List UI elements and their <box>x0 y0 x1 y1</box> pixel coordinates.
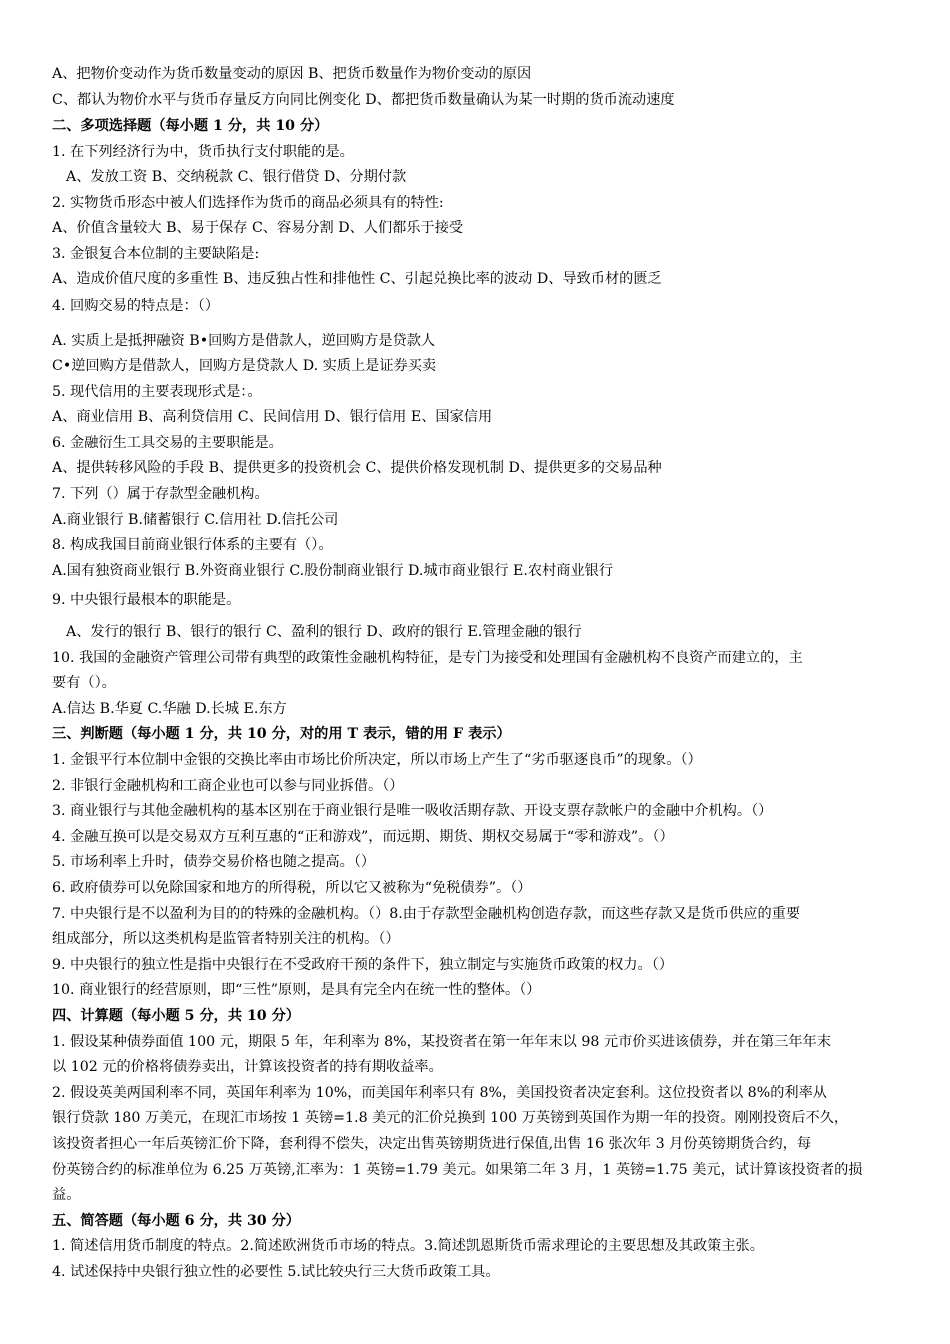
question-line: 8. 构成我国目前商业银行体系的主要有（）。 <box>52 537 333 553</box>
question-line-cont: 份英镑合约的标准单位为 6.25 万英镑,汇率为：1 英镑=1.79 美元。如果第二年 3 月，1 英镑=1.75 美元，试计算该投资者的损 <box>52 1162 863 1178</box>
q-option-line: A、提供转移风险的手段 B、提供更多的投资机会 C、提供价格发现机制 D、提供更多的交易品种 <box>52 460 662 476</box>
q-option-line: A、商业信用 B、高利贷信用 C、民间信用 D、银行信用 E、国家信用 <box>52 409 493 425</box>
section-heading-calculation: 四、计算题（每小题 5 分，共 10 分） <box>52 1008 300 1024</box>
question-line: 3. 金银复合本位制的主要缺陷是: <box>52 246 260 262</box>
question-line: 9. 中央银行最根本的职能是。 <box>52 592 241 608</box>
question-line: 3. 商业银行与其他金融机构的基本区别在于商业银行是唯一吸收活期存款、开设支票存款帐户的金融中介机构。（） <box>52 803 773 819</box>
question-line: 1. 假设某种债券面值 100 元，期限 5 年，年利率为 8%，某投资者在第一年年末以 98 元市价买进该债券，并在第三年年末 <box>52 1034 831 1050</box>
question-line: 9. 中央银行的独立性是指中央银行在不受政府干预的条件下，独立制定与实施货币政策的权力。（） <box>52 957 674 973</box>
q-option-line: A.信达 B.华夏 C.华融 D.长城 E.东方 <box>52 701 287 717</box>
question-line: 1. 在下列经济行为中，货币执行支付职能的是。 <box>52 144 354 160</box>
question-line: 2. 实物货币形态中被人们选择作为货币的商品必须具有的特性: <box>52 195 444 211</box>
question-line: 7. 下列（）属于存款型金融机构。 <box>52 486 269 502</box>
section-heading-short-answer: 五、简答题（每小题 6 分，共 30 分） <box>52 1213 300 1229</box>
q-option-line: A、发放工资 B、交纳税款 C、银行借贷 D、分期付款 <box>66 169 407 185</box>
question-line: 10. 商业银行的经营原则，即“三性”原则，是具有完全内在统一性的整体。（） <box>52 982 541 998</box>
question-line: 5. 市场利率上升时，债券交易价格也随之提高。（） <box>52 854 376 870</box>
question-line: 1. 简述信用货币制度的特点。2.简述欧洲货币市场的特点。3.简述凯恩斯货币需求理论的主要思想及其政策主张。 <box>52 1238 764 1254</box>
question-line: 4. 金融互换可以是交易双方互利互惠的“正和游戏”，而远期、期货、期权交易属于“零和游戏”。（） <box>52 829 674 845</box>
section-heading-true-false: 三、判断题（每小题 1 分，共 10 分，对的用 T 表示，错的用 F 表示） <box>52 726 511 742</box>
q-option-line: A、发行的银行 B、银行的银行 C、盈利的银行 D、政府的银行 E.管理金融的银行 <box>66 624 582 640</box>
q-option-line: A、造成价值尺度的多重性 B、违反独占性和排他性 C、引起兑换比率的波动 D、导致币材的匮乏 <box>52 271 662 287</box>
question-line: 1. 金银平行本位制中金银的交换比率由市场比价所决定，所以市场上产生了“劣币驱逐良币”的现象。（） <box>52 752 702 768</box>
question-line: 10. 我国的金融资产管理公司带有典型的政策性金融机构特征，是专门为接受和处理国有金融机构不良资产而建立的，主 <box>52 650 803 666</box>
question-line: 2. 非银行金融机构和工商企业也可以参与同业拆借。（） <box>52 778 404 794</box>
question-line: 7. 中央银行是不以盈利为目的的特殊的金融机构。（）8.由于存款型金融机构创造存款，而这些存款又是货币供应的重要 <box>52 906 801 922</box>
section-heading-multiple-choice: 二、多项选择题（每小题 1 分，共 10 分） <box>52 118 329 134</box>
question-line-cont: 组成部分，所以这类机构是监管者特别关注的机构。（） <box>52 931 400 947</box>
q-option-line: A.商业银行 B.储蓄银行 C.信用社 D.信托公司 <box>52 512 339 528</box>
q-option-line: C•逆回购方是借款人，回购方是贷款人 D. 实质上是证券买卖 <box>52 358 437 374</box>
question-line: 5. 现代信用的主要表现形式是：。 <box>52 384 262 400</box>
question-line: 2. 假设英美两国利率不同，英国年利率为 10%，而美国年利率只有 8%，美国投资者决定套利。这位投资者以 8%的利率从 <box>52 1085 827 1101</box>
q-option-line: C、都认为物价水平与货币存量反方向同比例变化 D、都把货币数量确认为某一时期的货币流动速度 <box>52 92 675 108</box>
question-line-cont: 益。 <box>52 1187 81 1203</box>
question-line-cont: 要有（）。 <box>52 675 116 691</box>
q-option-line: A.国有独资商业银行 B.外资商业银行 C.股份制商业银行 D.城市商业银行 E.农村商业银行 <box>52 563 614 579</box>
question-line-cont: 银行贷款 180 万美元，在现汇市场按 1 英镑=1.8 美元的汇价兑换到 100 万英镑到英国作为期一年的投资。刚刚投资后不久， <box>52 1110 849 1126</box>
question-line: 6. 金融衍生工具交易的主要职能是。 <box>52 435 283 451</box>
question-line-cont: 该投资者担心一年后英镑汇价下降，套利得不偿失，决定出售英镑期货进行保值,出售 16 张次年 3 月份英镑期货合约，每 <box>52 1136 812 1152</box>
question-line: 6. 政府债券可以免除国家和地方的所得税，所以它又被称为“免税债券”。（） <box>52 880 532 896</box>
question-line: 4. 回购交易的特点是：（） <box>52 298 220 314</box>
q-option-line: A、把物价变动作为货币数量变动的原因 B、把货币数量作为物价变动的原因 <box>52 66 532 82</box>
question-line: 4. 试述保持中央银行独立性的必要性 5.试比较央行三大货币政策工具。 <box>52 1264 500 1280</box>
q-option-line: A、价值含量较大 B、易于保存 C、容易分割 D、人们都乐于接受 <box>52 220 464 236</box>
q-option-line: A. 实质上是抵押融资 B•回购方是借款人，逆回购方是贷款人 <box>52 333 436 349</box>
question-line-cont: 以 102 元的价格将债券卖出，计算该投资者的持有期收益率。 <box>52 1059 443 1075</box>
